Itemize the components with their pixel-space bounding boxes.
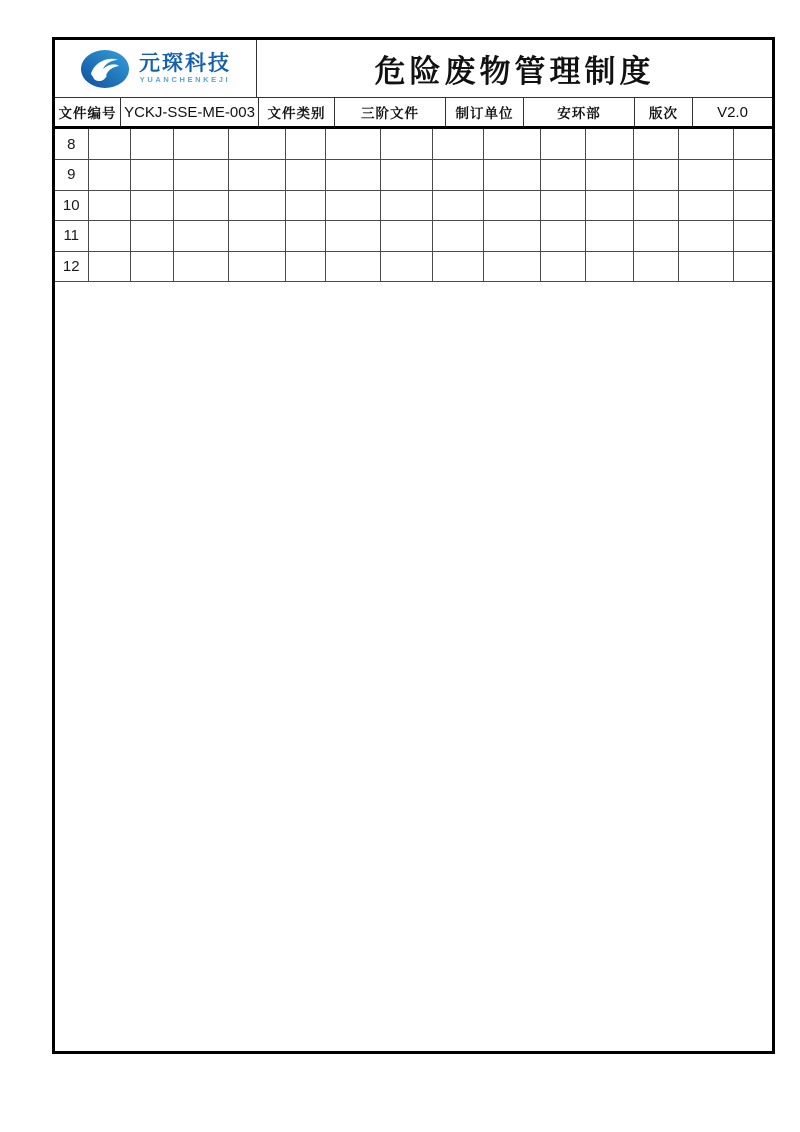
issuing-dept-label: 制订单位 xyxy=(455,106,514,121)
version-value: V2.0 xyxy=(717,103,748,121)
title-cell xyxy=(257,40,772,97)
grid-cell xyxy=(130,190,173,221)
grid-cell xyxy=(540,190,585,221)
grid-cell xyxy=(173,221,228,252)
grid-cell xyxy=(733,160,772,191)
grid-cell xyxy=(483,160,540,191)
grid-cell xyxy=(633,129,678,160)
grid-cell xyxy=(432,129,483,160)
grid-cell xyxy=(678,160,733,191)
doc-type-value-cell xyxy=(335,98,446,126)
grid-cell xyxy=(285,190,325,221)
grid-cell xyxy=(633,160,678,191)
grid-cell xyxy=(733,190,772,221)
header-row xyxy=(55,40,772,98)
grid-cell xyxy=(88,221,130,252)
doc-type-label: 文件类别 xyxy=(267,106,326,121)
grid-cell xyxy=(228,190,285,221)
grid-cell xyxy=(325,190,380,221)
grid-cell xyxy=(285,221,325,252)
grid-cell xyxy=(173,190,228,221)
issuing-dept-value-cell xyxy=(524,98,635,126)
grid-cell xyxy=(228,160,285,191)
grid-cell xyxy=(380,251,432,282)
grid-cell xyxy=(88,251,130,282)
grid-cell xyxy=(733,251,772,282)
grid-cell xyxy=(432,190,483,221)
issuing-dept-label-cell xyxy=(446,98,524,126)
grid-cell xyxy=(130,251,173,282)
grid-cell xyxy=(585,190,633,221)
doc-type-value: 三阶文件 xyxy=(361,106,419,121)
doc-no-label: 文件编号 xyxy=(58,106,117,121)
doc-no-value: YCKJ-SSE-ME-003 xyxy=(124,103,255,121)
row-number-cell: 9 xyxy=(55,160,88,191)
grid-cell xyxy=(380,190,432,221)
grid-cell xyxy=(325,160,380,191)
grid-cell xyxy=(678,190,733,221)
row-number-cell: 8 xyxy=(55,129,88,160)
row-number-cell: 10 xyxy=(55,190,88,221)
grid-cell xyxy=(228,221,285,252)
grid-cell xyxy=(540,251,585,282)
grid-cell xyxy=(285,251,325,282)
table-row xyxy=(55,190,772,221)
table-row xyxy=(55,221,772,252)
grid-cell xyxy=(678,221,733,252)
doc-no-label-cell xyxy=(55,98,121,126)
logo-cell xyxy=(55,40,257,97)
grid-cell xyxy=(540,221,585,252)
grid-cell xyxy=(633,221,678,252)
grid-cell xyxy=(540,129,585,160)
table-row xyxy=(55,251,772,282)
table-row xyxy=(55,160,772,191)
grid-cell xyxy=(130,129,173,160)
version-label: 版次 xyxy=(649,106,678,121)
grid-cell xyxy=(130,221,173,252)
brand-name-cn: 元琛科技 xyxy=(139,51,231,76)
grid-cell xyxy=(585,129,633,160)
version-value-cell xyxy=(693,98,772,126)
grid-cell xyxy=(733,129,772,160)
grid-cell xyxy=(678,129,733,160)
document-title: 危险废物管理制度 xyxy=(374,54,655,89)
grid-cell xyxy=(678,251,733,282)
doc-type-label-cell xyxy=(259,98,335,126)
grid-cell xyxy=(285,160,325,191)
grid-cell xyxy=(228,251,285,282)
grid-cell xyxy=(88,160,130,191)
grid-cell xyxy=(483,251,540,282)
grid-cell xyxy=(633,251,678,282)
row-number-cell: 12 xyxy=(55,251,88,282)
logo-text xyxy=(139,53,231,84)
grid-cell xyxy=(733,221,772,252)
grid-cell xyxy=(585,160,633,191)
grid-cell xyxy=(540,160,585,191)
row-number-cell: 11 xyxy=(55,221,88,252)
grid-cell xyxy=(633,190,678,221)
grid-cell xyxy=(173,251,228,282)
table-row xyxy=(55,129,772,160)
grid-cell xyxy=(325,129,380,160)
company-logo-icon xyxy=(80,49,130,89)
grid-cell xyxy=(483,221,540,252)
grid-cell xyxy=(325,251,380,282)
grid-cell xyxy=(432,221,483,252)
grid-cell xyxy=(88,129,130,160)
grid-cell xyxy=(585,221,633,252)
grid-cell xyxy=(380,160,432,191)
grid-cell xyxy=(173,129,228,160)
grid-cell xyxy=(325,221,380,252)
page-frame xyxy=(52,37,775,1054)
grid-cell xyxy=(380,129,432,160)
revision-grid-body xyxy=(55,129,772,282)
grid-cell xyxy=(483,129,540,160)
grid-cell xyxy=(88,190,130,221)
grid-cell xyxy=(228,129,285,160)
grid-cell xyxy=(585,251,633,282)
grid-cell xyxy=(432,160,483,191)
issuing-dept-value: 安环部 xyxy=(557,106,601,121)
grid-cell xyxy=(285,129,325,160)
grid-cell xyxy=(173,160,228,191)
grid-cell xyxy=(130,160,173,191)
brand-name-en: YUANCHENKEJI xyxy=(139,75,231,85)
grid-cell xyxy=(380,221,432,252)
revision-grid xyxy=(55,129,772,282)
doc-no-value-cell xyxy=(121,98,259,126)
grid-cell xyxy=(432,251,483,282)
grid-cell xyxy=(483,190,540,221)
info-row xyxy=(55,98,772,129)
version-label-cell xyxy=(635,98,693,126)
